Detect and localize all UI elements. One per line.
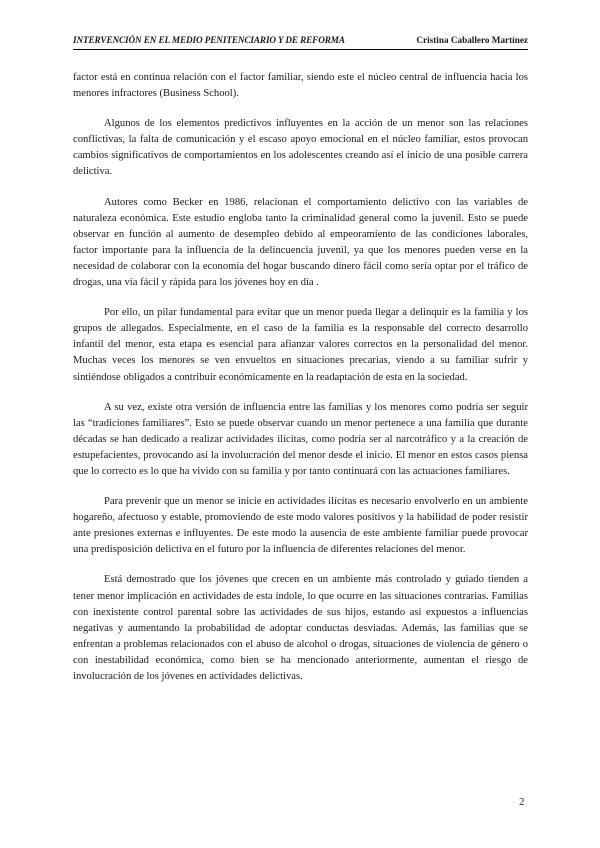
paragraph: Está demostrado que los jóvenes que crecen en un ambiente más controlado y guiado tienden a tener menor implicación en actividades de esta índole, lo que ocurre en las situaciones contrarias. Familias con inexistente control parental sobre las actividades de sus hijos, estando así expuestos a influencias negativas y aumentando la probabilidad de adoptar conductas desviadas. Además, las familias que se enfrentan a problemas relacionados con el abuso de alcohol o drogas, situaciones de violencia de género o con inestabilidad económica, como bien se ha mencionado anteriormente, aumentan el riesgo de involucración de los jóvenes en actividades delictivas.: [73, 574, 528, 682]
body-text: [73, 70, 528, 699]
paragraph: Algunos de los elementos predictivos influyentes en la acción de un menor son las relaciones conflictivas, la falta de comunicación y el escaso apoyo emocional en el núcleo familiar, estos provocan cambios significativos de comportamientos en los adolescentes creando así el inicio de una posible carrera delictiva.: [73, 118, 528, 178]
header-document-title: INTERVENCIÓN EN EL MEDIO PENITENCIARIO Y DE REFORMA: [73, 35, 345, 45]
paragraph: Autores como Becker en 1986, relacionan el comportamiento delictivo con las variables de naturaleza económica. Este estudio engloba tanto la criminalidad general como la juvenil. Esto se puede observar en función al aumento de desempleo debido al empeoramiento de las condiciones laborales, factor importante para la influencia de la delincuencia juvenil, ya que los menores pueden verse en la necesidad de colaborar con la economía del hogar buscando dinero fácil como sería optar por el tráfico de drogas, una vía fácil y rápida para los jóvenes hoy en día .: [73, 196, 528, 289]
page-number: 2: [519, 796, 525, 808]
header-author: Cristina Caballero Martínez: [416, 35, 528, 45]
paragraph: A su vez, existe otra versión de influencia entre las familias y los menores como podría ser seguir las “tradiciones familiares”. Esto se puede observar cuando un menor pertenece a una familia que durante décadas se han dedicado a realizar actividades ilícitas, como podría ser al narcotráfico y a la creación de estupefacientes, provocando así la involucración del menor desde el inicio. El menor en estos casos piensa que lo correcto es lo que ha vivido con su familia y por tanto continuará con las actuaciones familiares.: [73, 401, 528, 477]
paragraph: Para prevenir que un menor se inicie en actividades ilícitas es necesario envolverlo en un ambiente hogareño, afectuoso y estable, promoviendo de este modo valores positivos y la habilidad de poder resistir ante presiones externas e influyentes. De este modo la ausencia de este ambiente familiar puede provocar una predisposición delictiva en el futuro por la influencia de diferentes relaciones del menor.: [73, 496, 528, 556]
paragraph: factor está en continua relación con el factor familiar, siendo este el núcleo central de influencia hacia los menores infractores (Business School).: [73, 72, 528, 100]
paragraph: Por ello, un pilar fundamental para evitar que un menor pueda llegar a delinquir es la familia y los grupos de allegados. Especialmente, en el caso de la familia es la responsable del correcto desarrollo infantil del menor, esta etapa es esencial para afianzar valores correctos en la personalidad del menor. Muchas veces los menores se ven envueltos en situaciones precarias, viendo a su familiar sufrir y sintiéndose obligados a contribuir económicamente en la readaptación de esta en la sociedad.: [73, 307, 528, 383]
page-header: [73, 35, 528, 50]
